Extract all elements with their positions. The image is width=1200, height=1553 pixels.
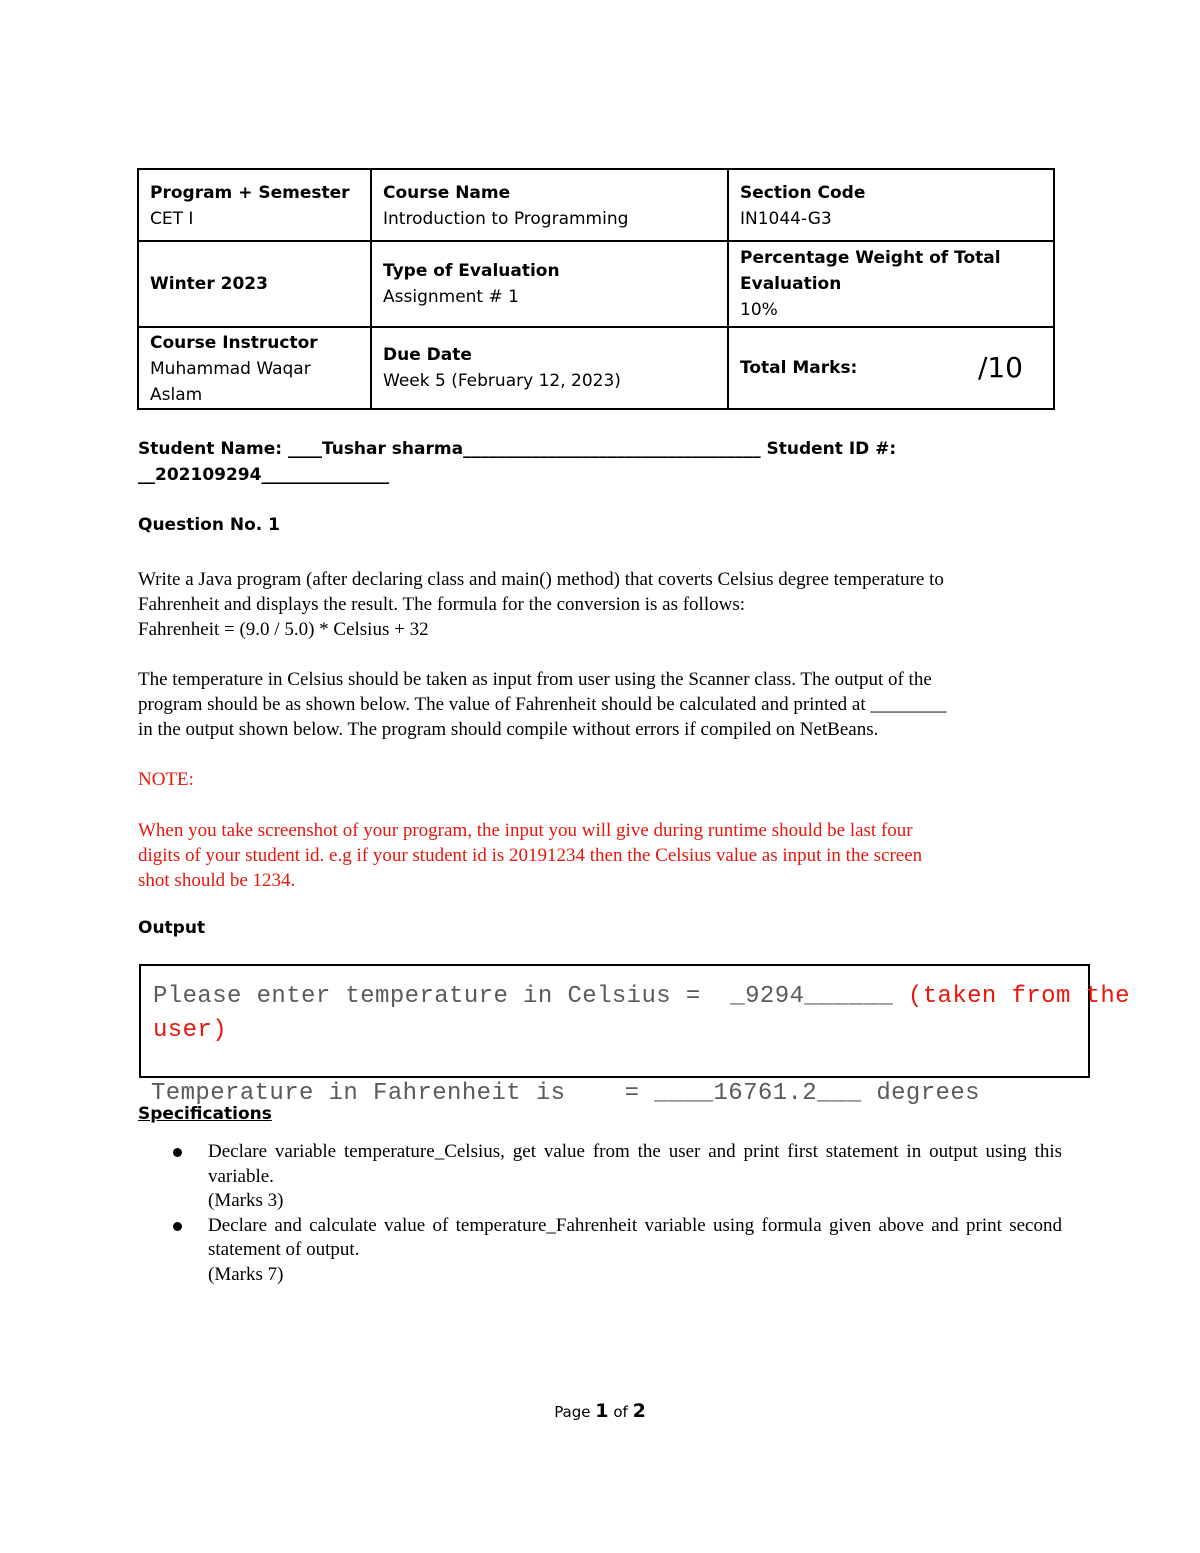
due-date-cell	[371, 327, 728, 409]
total-marks-cell	[728, 327, 1054, 409]
program-value: CET I	[150, 209, 194, 229]
bullet-icon	[173, 1148, 182, 1157]
note-label: NOTE:	[138, 769, 194, 790]
specifications-heading: Specifications	[138, 1104, 272, 1124]
of-word: of	[613, 1403, 628, 1421]
section-label: Section Code	[740, 183, 866, 203]
course-label: Course Name	[383, 183, 511, 203]
student-info	[138, 436, 1068, 488]
question-para2-line3: in the output shown below. The program should compile without errors if compiled on NetBeans.	[138, 719, 879, 740]
specifications-list	[160, 1140, 1062, 1287]
course-value: Introduction to Programming	[383, 209, 629, 229]
program-label: Program + Semester	[150, 183, 350, 203]
due-date-value: Week 5 (February 12, 2023)	[383, 371, 621, 391]
weight-value: 10%	[740, 300, 778, 320]
eval-type-value: Assignment # 1	[383, 287, 519, 307]
note-line2: digits of your student id. e.g if your student id is 20191234 then the Celsius value as input in the screen	[138, 845, 923, 866]
term-label: Winter 2023	[150, 274, 268, 294]
weight-label: Percentage Weight of Total Evaluation	[740, 248, 1001, 294]
page-number: 1	[595, 1400, 609, 1422]
program-cell	[138, 169, 371, 241]
total-marks-value: /10	[977, 351, 1023, 384]
section-cell	[728, 169, 1054, 241]
output-heading: Output	[138, 918, 206, 938]
output-box	[139, 964, 1130, 1078]
spec-text: Declare and calculate value of temperature_Fahrenheit variable using formula given above and print second statement of output.	[208, 1214, 1062, 1260]
weight-cell	[728, 241, 1054, 327]
console-input-note-b: user)	[153, 1017, 228, 1044]
console-input-note-a: (taken from the	[907, 983, 1130, 1010]
student-id-label: Student ID #:	[766, 439, 897, 459]
course-cell	[371, 169, 728, 241]
formula: Fahrenheit = (9.0 / 5.0) * Celsius + 32	[138, 619, 429, 640]
question-para1-line1: Write a Java program (after declaring class and main() method) that coverts Celsius degree temperature to	[138, 569, 944, 590]
question-para2-line2: program should be as shown below. The value of Fahrenheit should be calculated and printed at ________	[138, 694, 947, 715]
student-name-label: Student Name:	[138, 439, 283, 459]
question-para1-line2: Fahrenheit and displays the result. The formula for the conversion is as follows:	[138, 594, 745, 615]
page-total: 2	[632, 1400, 646, 1422]
student-id-value: __202109294_______________	[138, 465, 389, 485]
section-value: IN1044-G3	[740, 209, 832, 229]
spec-item	[160, 1140, 1062, 1214]
console-line2: Temperature in Fahrenheit is = ____16761.2___ degrees	[151, 1080, 980, 1107]
header-table	[137, 168, 1055, 410]
student-name-value: ____Tushar sharma___________________________________	[287, 439, 761, 459]
bullet-icon	[173, 1222, 182, 1231]
eval-type-label: Type of Evaluation	[383, 261, 560, 281]
page-word: Page	[554, 1403, 591, 1421]
spec-marks: (Marks 3)	[208, 1190, 284, 1211]
page-footer	[0, 1400, 1200, 1422]
instructor-value: Muhammad Waqar Aslam	[150, 359, 311, 405]
term-cell	[138, 241, 371, 327]
console-line1	[153, 980, 1130, 1048]
console-prompt: Please enter temperature in Celsius = _9294______	[153, 983, 908, 1010]
note-line3: shot should be 1234.	[138, 870, 296, 891]
due-date-label: Due Date	[383, 345, 472, 365]
question-title: Question No. 1	[138, 515, 280, 535]
note-line1: When you take screenshot of your program, the input you will give during runtime should be last four	[138, 820, 913, 841]
total-marks-label: Total Marks:	[740, 358, 858, 378]
instructor-cell	[138, 327, 371, 409]
instructor-label: Course Instructor	[150, 333, 318, 353]
spec-marks: (Marks 7)	[208, 1263, 284, 1285]
spec-item	[160, 1214, 1062, 1288]
eval-type-cell	[371, 241, 728, 327]
spec-text: Declare variable temperature_Celsius, get value from the user and print first statement in output using this variable.	[208, 1141, 1062, 1187]
question-para2-line1: The temperature in Celsius should be taken as input from user using the Scanner class. The output of the	[138, 669, 932, 690]
